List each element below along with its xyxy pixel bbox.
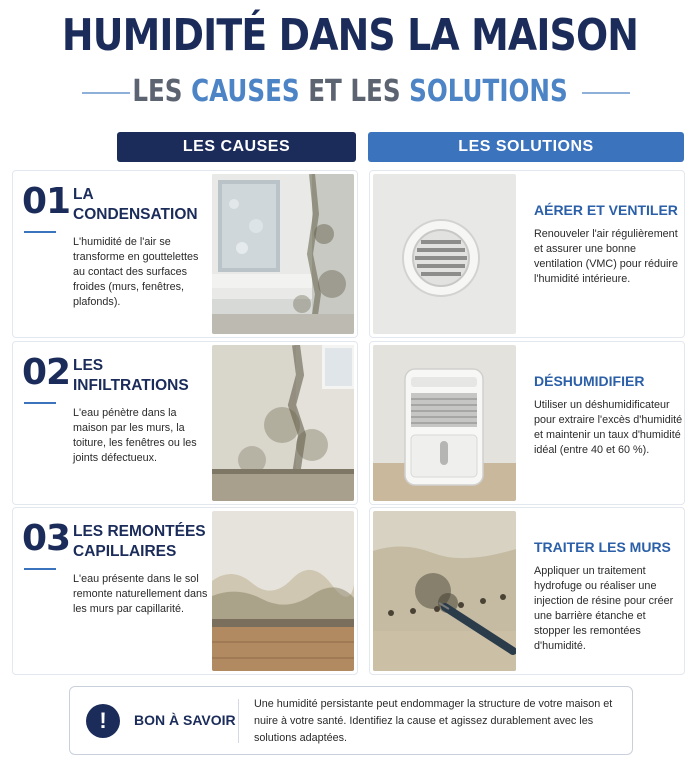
dehumidifier-illustration xyxy=(373,345,516,501)
vent-grille-illustration xyxy=(373,174,516,334)
subtitle-accent-solutions: SOLUTIONS xyxy=(409,74,568,109)
solution-description: Appliquer un traitement hydrofuge ou réaliser une injection de résine pour créer une barrière étanche et stopper les remontées d'humidité. xyxy=(534,565,674,652)
moldy-wall-corner-photo xyxy=(212,345,354,501)
causes-column-header: LES CAUSES xyxy=(117,132,356,162)
subtitle-part-2: ET LES xyxy=(299,74,410,109)
page-subtitle xyxy=(63,74,637,109)
moldy-window-photo xyxy=(212,174,354,334)
damp-wall-base-photo xyxy=(212,511,354,671)
solution-title: TRAITER LES MURS xyxy=(534,539,671,555)
wall-injection-photo xyxy=(373,511,516,671)
cause-description: L'eau présente dans le sol remonte naturellement dans les murs par capillarité. xyxy=(73,573,208,615)
tip-text: Une humidité persistante peut endommager la structure de votre maison et nuire à votre santé. Identifiez la cause et agissez durablement avec les solutions adaptées. xyxy=(254,698,613,744)
cause-card-infiltrations xyxy=(12,341,358,505)
subtitle-accent-causes: CAUSES xyxy=(191,74,300,109)
moldy-window-illustration xyxy=(212,174,354,334)
vent-grille-photo xyxy=(373,174,516,334)
damp-wall-illustration xyxy=(212,511,354,671)
tip-divider xyxy=(238,699,239,743)
exclamation-icon: ! xyxy=(86,704,120,738)
wall-injection-illustration xyxy=(373,511,516,671)
tip-label: BON À SAVOIR xyxy=(134,712,236,728)
cause-number: 02 xyxy=(22,352,71,393)
solution-description: Renouveler l'air régulièrement et assurer une bonne ventilation (VMC) pour réduire l'humidité intérieure. xyxy=(534,228,679,285)
cause-card-condensation xyxy=(12,170,358,338)
solution-card-ventiler xyxy=(369,170,685,338)
number-underline xyxy=(24,231,56,233)
cause-description: L'humidité de l'air se transforme en gouttelettes au contact des surfaces froides (murs, fenêtres, plafonds). xyxy=(73,236,199,308)
cause-number: 03 xyxy=(22,518,71,559)
cause-title: LES REMONTÉES CAPILLAIRES xyxy=(73,523,206,560)
subtitle-rule-right xyxy=(582,92,630,94)
cause-number: 01 xyxy=(22,181,71,222)
number-underline xyxy=(24,402,56,404)
number-underline xyxy=(24,568,56,570)
tip-box xyxy=(69,686,633,755)
page-title: HUMIDITÉ DANS LA MAISON xyxy=(61,10,639,61)
solution-card-traiter-murs xyxy=(369,507,685,675)
solution-card-deshumidifier xyxy=(369,341,685,505)
moldy-wall-illustration xyxy=(212,345,354,501)
cause-card-remontees xyxy=(12,507,358,675)
solution-description: Utiliser un déshumidificateur pour extraire l'excès d'humidité et maintenir un taux d'humidité idéal (entre 40 et 60 %). xyxy=(534,399,683,456)
cause-title: LA CONDENSATION xyxy=(73,186,198,223)
subtitle-row xyxy=(0,72,700,112)
solutions-column-header: LES SOLUTIONS xyxy=(368,132,684,162)
cause-description: L'eau pénètre dans la maison par les murs, la toiture, les fenêtres ou les joints défectueux. xyxy=(73,407,197,464)
cause-title: LES INFILTRATIONS xyxy=(73,357,189,394)
dehumidifier-photo xyxy=(373,345,516,501)
solution-title: DÉSHUMIDIFIER xyxy=(534,373,645,389)
solution-title: AÉRER ET VENTILER xyxy=(534,202,678,218)
subtitle-part-1: LES xyxy=(132,74,192,109)
